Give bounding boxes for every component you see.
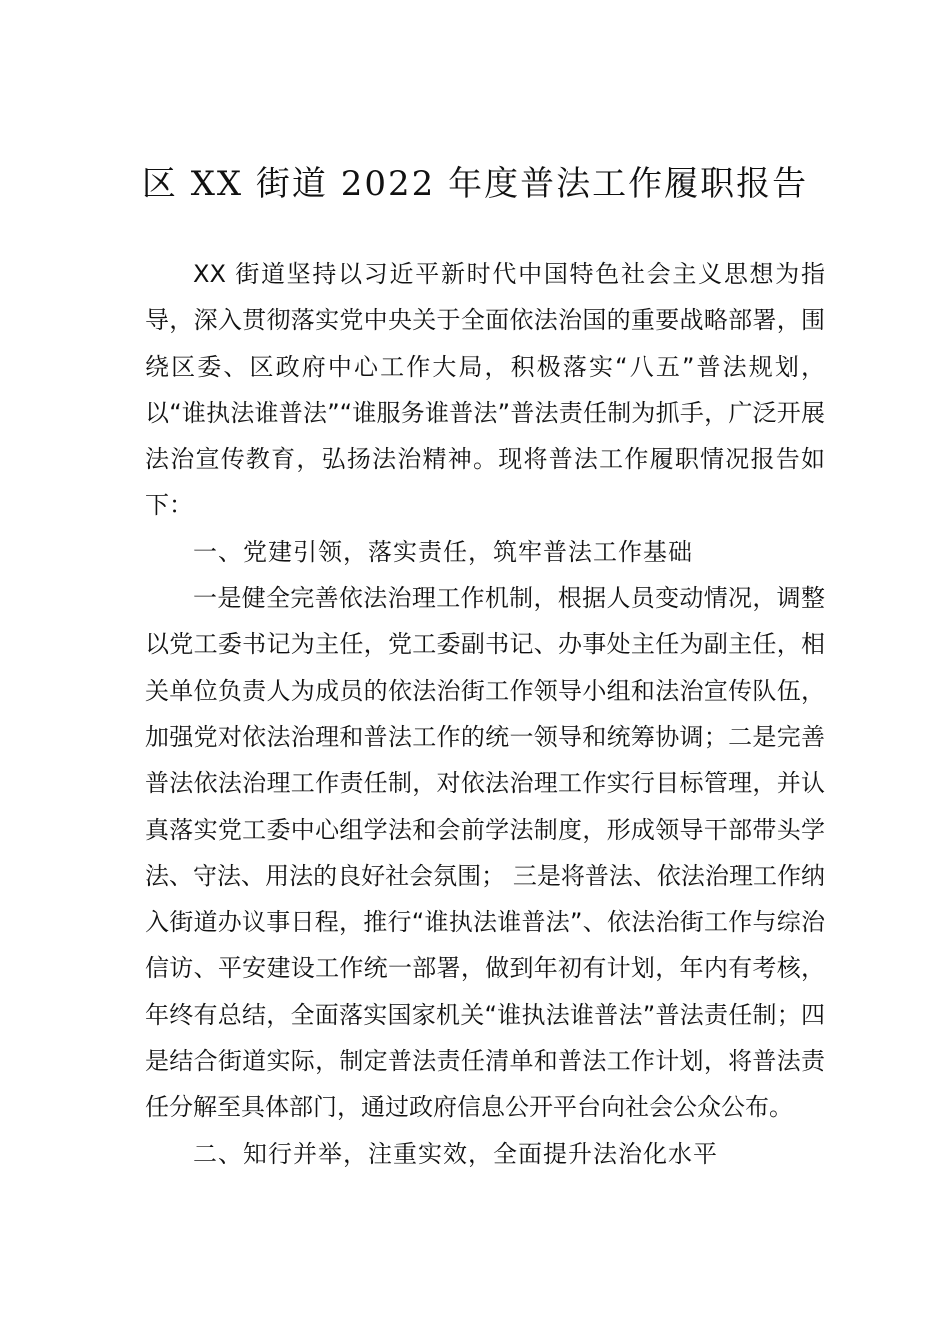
section-1-heading: 一、党建引领，落实责任，筑牢普法工作基础	[193, 537, 693, 566]
document-body	[145, 251, 825, 1177]
section-1-paragraph: 一是健全完善依法治理工作机制，根据人员变动情况，调整以党工委书记为主任，党工委副书记、办事处主任为副主任，相关单位负责人为成员的依法治街工作领导小组和法治宣传队伍，加强党对依法治理和普法工作的统一领导和统筹协调；二是完善普法依法治理工作责任制，对依法治理工作实行目标管理，并认真落实党工委中心组学法和会前学法制度，形成领导干部带头学法、守法、用法的良好社会氛围； 三是将普法、依法治理工作纳入街道办议事日程，推行“谁执法谁普法”、依法治街工作与综治信访、平安建设工作统一部署，做到年初有计划，年内有考核，年终有总结，全面落实国家机关“谁执法谁普法”普法责任制；四是结合街道实际，制定普法责任清单和普法工作计划，将普法责任分解至具体部门，通过政府信息公开平台向社会公众公布。	[145, 584, 825, 1122]
document-title: 区 XX 街道 2022 年度普法工作履职报告	[141, 164, 809, 204]
intro-paragraph: XX 街道坚持以习近平新时代中国特色社会主义思想为指导，深入贯彻落实党中央关于全面依法治国的重要战略部署，围绕区委、区政府中心工作大局，积极落实“八五”普法规划，以“谁执法谁普法”“谁服务谁普法”普法责任制为抓手，广泛开展法治宣传教育，弘扬法治精神。现将普法工作履职情况报告如下：	[145, 260, 825, 520]
section-2-heading: 二、知行并举，注重实效，全面提升法治化水平	[193, 1139, 718, 1168]
